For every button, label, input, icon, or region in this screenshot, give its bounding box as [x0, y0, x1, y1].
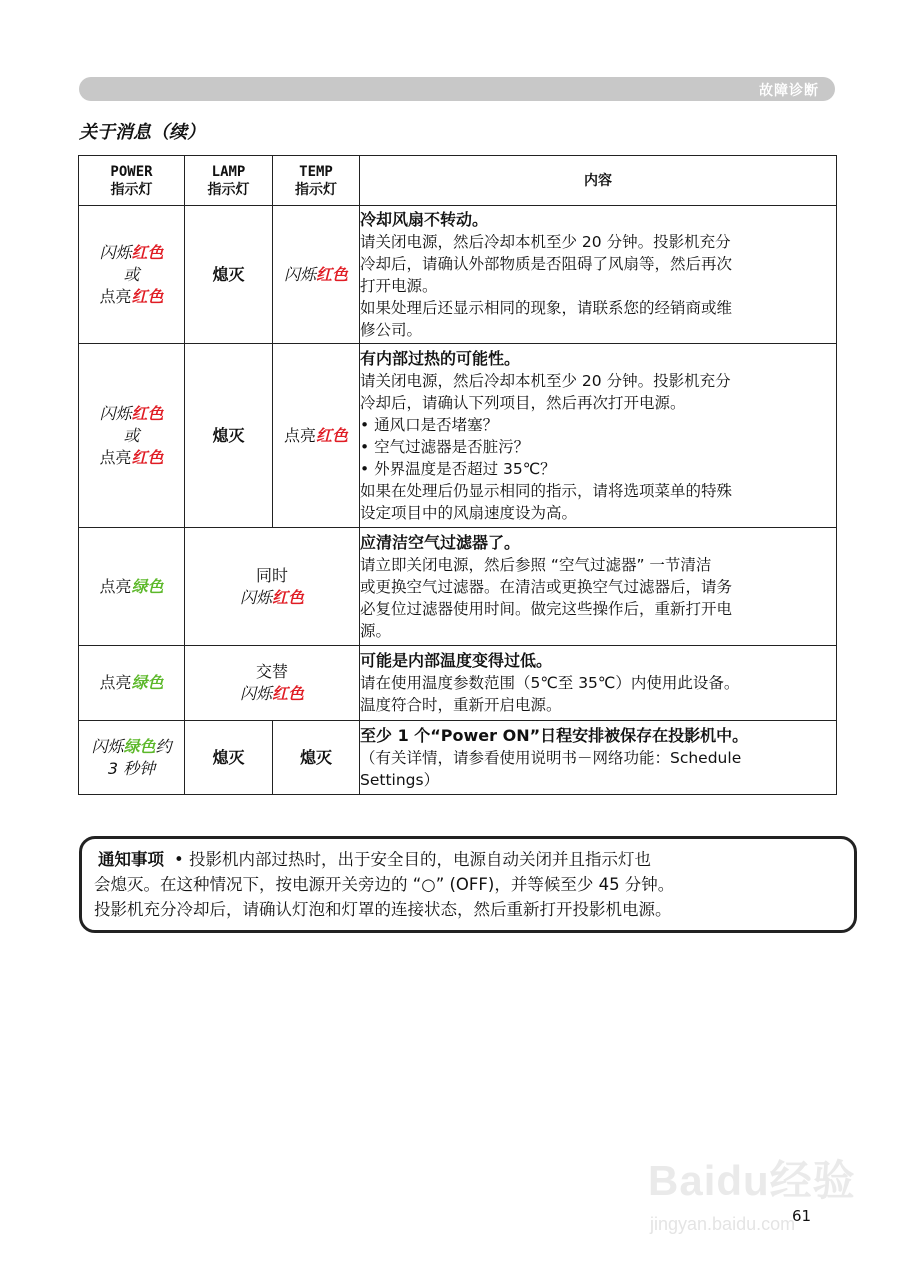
content-cell: 可能是内部温度变得过低。 请在使用温度参数范围（5℃至 35℃）内使用此设备。 温度符合时，重新开启电源。	[360, 646, 837, 721]
table-row	[79, 721, 837, 795]
power-indicator: 闪烁红色 或 点亮红色	[79, 344, 185, 528]
lamp-indicator: 熄灭	[185, 344, 273, 528]
power-indicator: 点亮绿色	[79, 646, 185, 721]
power-indicator: 闪烁绿色约 3 秒钟	[79, 721, 185, 795]
header-content: 内容	[360, 156, 837, 206]
lamp-temp-indicator: 同时 闪烁红色	[185, 528, 360, 646]
content-title: 冷却风扇不转动。	[360, 209, 489, 229]
notice-line: 投影机充分冷却后，请确认灯泡和灯罩的连接状态，然后重新打开投影机电源。	[94, 900, 672, 919]
temp-indicator: 闪烁红色	[273, 206, 360, 344]
table-row	[79, 344, 837, 528]
watermark-logo: Baidu经验	[648, 1157, 856, 1204]
content-title: 可能是内部温度变得过低。	[360, 651, 553, 670]
table-row	[79, 646, 837, 721]
header-power: POWER 指示灯	[79, 156, 185, 206]
header-temp: TEMP 指示灯	[273, 156, 360, 206]
table-row	[79, 528, 837, 646]
notice-line: 会熄灭。在这种情况下，按电源开关旁边的 “○” (OFF)，并等候至少 45 分钟。	[94, 875, 675, 894]
page-number: 61	[792, 1207, 812, 1225]
table-row	[79, 206, 837, 344]
content-cell: 至少 1 个“Power ON”日程安排被保存在投影机中。 （有关详情，请参看使用说明书－网络功能：Schedule Settings）	[360, 721, 837, 795]
content-title: 至少 1 个“Power ON”日程安排被保存在投影机中。	[360, 725, 749, 745]
content-cell: 应清洁空气过滤器了。 请立即关闭电源，然后参照 “空气过滤器” 一节清洁 或更换空气过滤器。在清洁或更换空气过滤器后，请务 必复位过滤器使用时间。做完这些操作后，重新打开电 源。	[360, 528, 837, 646]
temp-indicator: 点亮红色	[273, 344, 360, 528]
notice-label: 通知事项	[98, 850, 164, 869]
content-cell: 有内部过热的可能性。 请关闭电源，然后冷却本机至少 20 分钟。投影机充分 冷却后，请确认下列项目，然后再次打开电源。 • 通风口是否堵塞？ • 空气过滤器是否脏污？ • 外界温度是否超过 35℃？ 如果在处理后仍显示相同的指示，请将选项菜单的特殊 设定项目中的风扇速度设为高。	[360, 344, 837, 528]
table-header-row	[79, 156, 837, 206]
lamp-indicator: 熄灭	[185, 721, 273, 795]
content-cell: 冷却风扇不转动。 请关闭电源，然后冷却本机至少 20 分钟。投影机充分 冷却后，请确认外部物质是否阻碍了风扇等，然后再次 打开电源。 如果处理后还显示相同的现象，请联系您的经销商或维 修公司。	[360, 206, 837, 344]
header-bar	[79, 77, 835, 101]
section-title: 关于消息（续）	[79, 122, 205, 143]
notice-box	[79, 836, 857, 933]
temp-indicator: 熄灭	[273, 721, 360, 795]
watermark-url: jingyan.baidu.com	[650, 1214, 796, 1234]
header-label: 故障诊断	[759, 83, 819, 99]
power-indicator: 闪烁红色 或 点亮红色	[79, 206, 185, 344]
lamp-indicator: 熄灭	[185, 206, 273, 344]
message-table	[78, 155, 837, 795]
header-lamp: LAMP 指示灯	[185, 156, 273, 206]
lamp-temp-indicator: 交替 闪烁红色	[185, 646, 360, 721]
power-indicator: 点亮绿色	[79, 528, 185, 646]
watermark	[648, 1148, 858, 1248]
content-title: 应清洁空气过滤器了。	[360, 532, 521, 552]
content-title: 有内部过热的可能性。	[360, 348, 521, 368]
notice-line: • 投影机内部过热时，出于安全目的，电源自动关闭并且指示灯也	[174, 850, 651, 869]
